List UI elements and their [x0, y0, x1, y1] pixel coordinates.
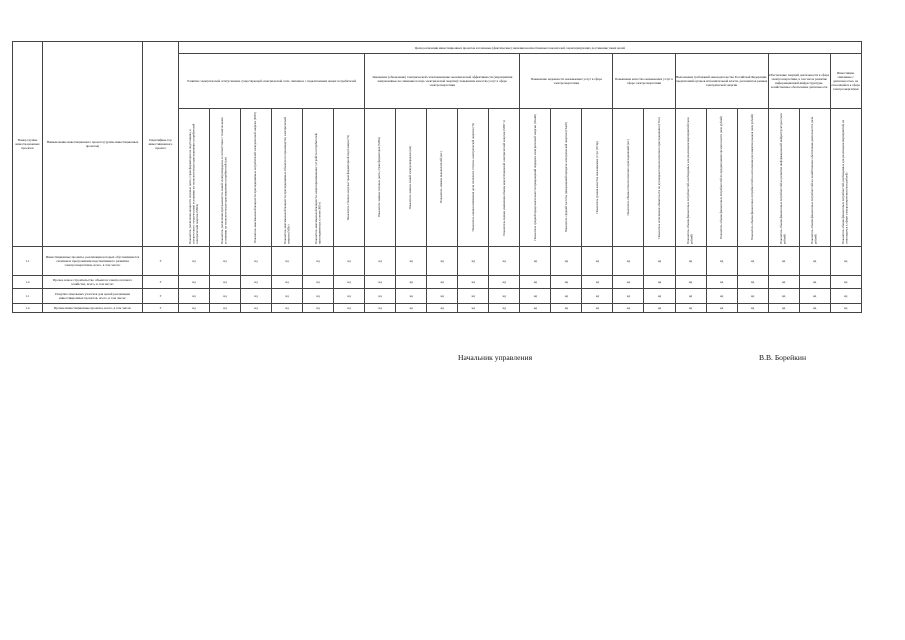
row-value-cell: нд	[706, 247, 737, 276]
indicator-header: Показатель степени загрузки трансформаторной подстанции (%)	[334, 109, 365, 247]
row-value-cell: нд	[799, 304, 830, 313]
row-value-cell: нд	[768, 276, 799, 289]
row-value-cell: нд	[241, 276, 272, 289]
indicator-header: Показатель замены выключателей (шт.)	[427, 109, 458, 247]
row-project-name: Прочие инвестиционные проекты, всего, в том числе:	[43, 304, 143, 313]
row-number: 1.4	[13, 276, 43, 289]
row-value-cell: нд	[272, 289, 303, 304]
table-row	[13, 276, 893, 289]
indicator-header: Показатель объема финансовых потребностей на исполнение регламентов рынков (млн рублей)	[737, 109, 768, 247]
indicator-header: Показатель исполнения обязательств по договорам технологического присоединения (Птсо)	[644, 109, 675, 247]
row-value-cell: нд	[520, 304, 551, 313]
row-value-cell: нд	[830, 289, 861, 304]
indicator-header: Показатель объема технологических присоединений (шт.)	[613, 109, 644, 247]
row-value-cell: нд	[675, 304, 706, 313]
indicator-header: Показатель оценки изменения доли полезного отпуска электрической энергии (%)	[458, 109, 489, 247]
row-value-cell: нд	[396, 247, 427, 276]
row-value-cell: нд	[334, 289, 365, 304]
row-value-cell: нд	[427, 247, 458, 276]
indicator-header: Показатель объема финансовых потребностей по предписаниям органов власти (млн рублей)	[706, 109, 737, 247]
row-value-cell: нд	[334, 276, 365, 289]
row-project-id: Г	[143, 304, 179, 313]
row-value-cell: нд	[737, 276, 768, 289]
row-value-cell: нд	[458, 289, 489, 304]
indicator-header: Показатель максимальной мощности присоединяемых объектов по производству электрической энергии (МВт)	[272, 109, 303, 247]
row-value-cell: нд	[303, 276, 334, 289]
group-header-replacement: Замещение (обновление) электрической сети/повышение экономической эффективности (мероприятия направленные на снижение потерь электрической энергии)/ повышение качества услуг в сфере электроэнергетики	[365, 54, 520, 109]
row-number: 1.1	[13, 247, 43, 276]
row-value-cell: нд	[396, 289, 427, 304]
indicator-header: Показатель увеличения протяженности линий электропередачи, в соответствии с техническими условиями на технологическое присоединение потребителей (км)	[210, 109, 241, 247]
row-value-cell: нд	[706, 304, 737, 313]
row-value-cell: нд	[179, 247, 210, 276]
indicator-header: Показатель уровня качества оказываемых услуг (Птпр)	[582, 109, 613, 247]
row-value-cell: нд	[830, 304, 861, 313]
row-value-cell: нд	[396, 304, 427, 313]
indicator-header: Показатель средней частоты прекращений передачи электрической энергии (Пsaifi)	[551, 109, 582, 247]
row-value-cell: нд	[179, 304, 210, 313]
row-value-cell: нд	[520, 276, 551, 289]
signature-name: В.В. Борейкин	[759, 353, 807, 362]
table-row	[13, 289, 893, 304]
row-project-id: Г	[143, 289, 179, 304]
indicator-header: Показатель оценки изменения объема недоотпущенной электрической энергии (МВт·ч)	[489, 109, 520, 247]
row-project-id: Г	[143, 276, 179, 289]
row-value-cell: нд	[768, 247, 799, 276]
row-value-cell: нд	[613, 247, 644, 276]
row-value-cell: нд	[520, 247, 551, 276]
row-value-cell: нд	[737, 289, 768, 304]
row-project-name: Покупка земельных участков для целей реализации инвестиционных проектов, всего, в том числе:	[43, 289, 143, 304]
table-row	[13, 247, 893, 276]
row-value-cell: нд	[272, 247, 303, 276]
project-name-header: Наименование инвестиционного проекта (группы инвестиционных проектов)	[43, 42, 143, 247]
indicator-header: Показатель объема финансовых потребностей на развитие информационной инфраструктуры (млн рублей)	[768, 109, 799, 247]
indicator-header: Показатель замены силовых (авто-) трансформаторов (МВА)	[365, 109, 396, 247]
row-value-cell: нд	[675, 276, 706, 289]
row-value-cell: нд	[768, 304, 799, 313]
row-value-cell: нд	[613, 276, 644, 289]
row-value-cell: нд	[365, 276, 396, 289]
row-value-cell: нд	[675, 289, 706, 304]
row-value-cell: нд	[458, 276, 489, 289]
row-value-cell: нд	[737, 304, 768, 313]
indicator-header: Показатель объема финансовых потребностей, необходимых для реализации мероприятий, не относящихся к сфере электроэнергетики (млн рублей)	[830, 109, 861, 247]
row-value-cell: нд	[706, 276, 737, 289]
indicator-header: Показатель объема финансовых потребностей, необходимых для реализации мероприятий (млн рублей)	[675, 109, 706, 247]
row-value-cell: нд	[458, 304, 489, 313]
indicator-header: Показатель объема финансовых потребностей на хозяйственное обеспечение деятельности (млн рублей)	[799, 109, 830, 247]
row-value-cell: нд	[365, 304, 396, 313]
row-value-cell: нд	[210, 289, 241, 304]
row-value-cell: нд	[551, 304, 582, 313]
row-value-cell: нд	[210, 247, 241, 276]
row-value-cell: нд	[241, 289, 272, 304]
indicator-header: Показатель увеличения мощности силовых (авто-) трансформаторов на подстанциях, в соответствии с техническими условиями на технологическое присоединение потребителей электрической энергии (МВА)	[179, 109, 210, 247]
row-value-cell: нд	[551, 247, 582, 276]
indicator-header: Показатель средней продолжительности прекращений передачи электрической энергии (Пsaidi)	[520, 109, 551, 247]
row-value-cell: нд	[675, 247, 706, 276]
row-value-cell: нд	[613, 289, 644, 304]
row-value-cell: нд	[489, 289, 520, 304]
row-value-cell: нд	[334, 247, 365, 276]
indicator-header: Показатель максимальной мощности энергопринимающих устройств потребителей, присоединенных к сетям (МВт)	[303, 109, 334, 247]
row-value-cell: нд	[489, 304, 520, 313]
row-value-cell: нд	[179, 276, 210, 289]
goals-header: Цели реализации инвестиционных проектов и плановые (фактические) значения количественных показателей, характеризующих достижение таких целей	[179, 42, 862, 54]
group-header-development: Развитие электрической сети/усиление существующей электрической сети, связанное с подключением новых потребителей	[179, 54, 365, 109]
project-id-header: Идентифика-тор инвестиционного проекта	[143, 42, 179, 247]
row-value-cell: нд	[582, 304, 613, 313]
row-value-cell: нд	[365, 247, 396, 276]
indicator-header: Показатель замены линий электропередачи (км)	[396, 109, 427, 247]
row-value-cell: нд	[644, 304, 675, 313]
row-project-id: Г	[143, 247, 179, 276]
group-header-legal: Выполнение требований законодательства Российской Федерации, предписаний органов исполнительной власти, регламентов рынков электрической энергии	[675, 54, 768, 109]
row-value-cell: нд	[799, 289, 830, 304]
row-value-cell: нд	[582, 247, 613, 276]
investment-targets-table	[12, 41, 893, 313]
row-value-cell: нд	[520, 289, 551, 304]
row-value-cell: нд	[458, 247, 489, 276]
row-number: 1.4	[13, 304, 43, 313]
row-value-cell: нд	[210, 304, 241, 313]
row-value-cell: нд	[582, 289, 613, 304]
indicator-header: Показатель максимальной мощности присоединяемых потребителей электрической энергии (МВт)	[241, 109, 272, 247]
row-value-cell: нд	[613, 304, 644, 313]
row-value-cell: нд	[303, 304, 334, 313]
group-header-reliability: Повышение надежности оказываемых услуг в сфере электроэнергетики	[520, 54, 613, 109]
row-value-cell: нд	[427, 276, 458, 289]
row-value-cell: нд	[737, 247, 768, 276]
group-header-quality: Повышение качества оказываемых услуг в сфере электроэнергетики	[613, 54, 675, 109]
row-value-cell: нд	[551, 276, 582, 289]
row-value-cell: нд	[334, 304, 365, 313]
group-number-header: Номер группы инвести-ционных проектов	[13, 42, 43, 247]
group-header-non-energy: Инвестиции, связанные с деятельностью, не относящейся к сфере электроэнергетики	[830, 54, 861, 109]
row-value-cell: нд	[365, 289, 396, 304]
group-header-operations: Обеспечение текущей деятельности в сфере электроэнергетики, в том числе развитие информационной инфраструктуры, хозяйственное обеспечение деятельности	[768, 54, 830, 109]
row-value-cell: нд	[582, 276, 613, 289]
row-value-cell: нд	[427, 304, 458, 313]
row-value-cell: нд	[830, 247, 861, 276]
row-number: 1.1	[13, 289, 43, 304]
row-value-cell: нд	[644, 247, 675, 276]
row-value-cell: нд	[644, 276, 675, 289]
row-value-cell: нд	[303, 289, 334, 304]
row-value-cell: нд	[427, 289, 458, 304]
row-value-cell: нд	[179, 289, 210, 304]
row-project-name: Прочее новое строительство объектов электросетевого хозяйства, всего, в том числе:	[43, 276, 143, 289]
row-value-cell: нд	[303, 247, 334, 276]
row-value-cell: нд	[706, 289, 737, 304]
row-value-cell: нд	[272, 304, 303, 313]
row-project-name: Инвестиционные проекты, реализация которых обуславливается схемами и программами перспективного развития электроэнергетики, всего, в том числе:	[43, 247, 143, 276]
row-value-cell: нд	[489, 276, 520, 289]
row-value-cell: нд	[396, 276, 427, 289]
row-value-cell: нд	[210, 276, 241, 289]
row-value-cell: нд	[799, 276, 830, 289]
table-row	[13, 304, 893, 313]
row-value-cell: нд	[241, 247, 272, 276]
row-value-cell: нд	[799, 247, 830, 276]
row-value-cell: нд	[768, 289, 799, 304]
row-value-cell: нд	[551, 289, 582, 304]
row-value-cell: нд	[644, 289, 675, 304]
row-value-cell: нд	[830, 276, 861, 289]
row-value-cell: нд	[241, 304, 272, 313]
row-value-cell: нд	[272, 276, 303, 289]
signature-title: Начальник управления	[458, 353, 533, 362]
row-value-cell: нд	[489, 247, 520, 276]
